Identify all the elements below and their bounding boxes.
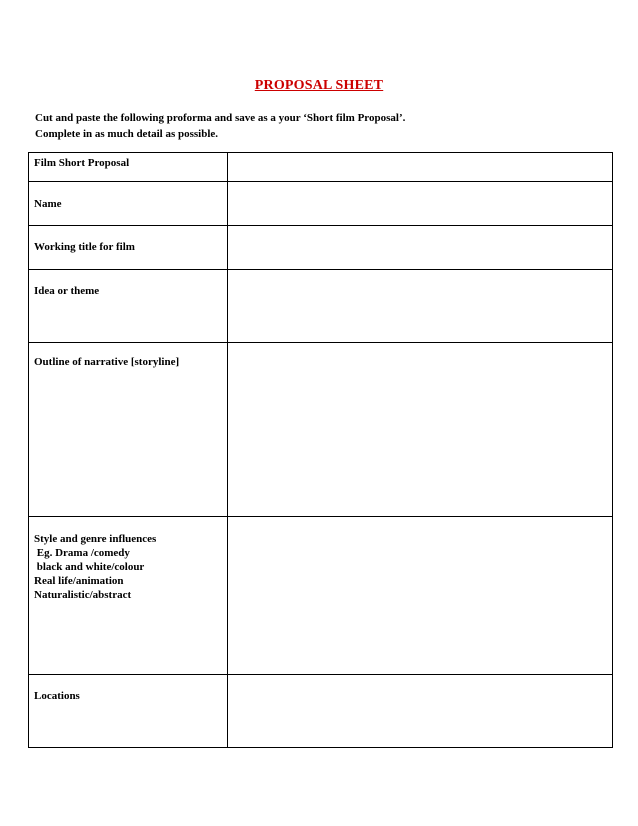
instructions xyxy=(35,110,405,142)
field-label xyxy=(29,182,228,226)
label-text: Real life/animation xyxy=(34,575,124,587)
field-label xyxy=(29,270,228,343)
form-row-film-short-proposal xyxy=(29,153,613,182)
label-text: Eg. Drama /comedy xyxy=(34,547,130,559)
field-label xyxy=(29,675,228,748)
proposal-form-table xyxy=(28,152,613,748)
form-row-style-genre xyxy=(29,517,613,675)
form-row-working-title xyxy=(29,226,613,270)
label-text: Locations xyxy=(34,690,80,702)
document-title: PROPOSAL SHEET xyxy=(254,78,384,93)
narrative-outline-field[interactable] xyxy=(228,343,613,517)
field-label xyxy=(29,153,228,182)
form-row-name xyxy=(29,182,613,226)
label-text: Name xyxy=(34,198,62,210)
label-text: Style and genre influences xyxy=(34,533,157,545)
name-field[interactable] xyxy=(228,182,613,226)
instruction-line: Complete in as much detail as possible. xyxy=(35,128,219,140)
label-text: Film Short Proposal xyxy=(34,157,130,169)
label-text: Working title for film xyxy=(34,241,135,253)
instruction-line: Cut and paste the following proforma and save as a your ‘Short film Proposal’. xyxy=(35,112,406,124)
label-text: Naturalistic/abstract xyxy=(34,589,132,601)
film-short-proposal-field[interactable] xyxy=(228,153,613,182)
field-label xyxy=(29,343,228,517)
form-row-narrative-outline xyxy=(29,343,613,517)
working-title-field[interactable] xyxy=(228,226,613,270)
label-text: Outline of narrative [storyline] xyxy=(34,356,180,368)
form-row-locations xyxy=(29,675,613,748)
field-label xyxy=(29,517,228,675)
label-text: black and white/colour xyxy=(34,561,145,573)
field-label xyxy=(29,226,228,270)
form-row-idea-theme xyxy=(29,270,613,343)
idea-theme-field[interactable] xyxy=(228,270,613,343)
locations-field[interactable] xyxy=(228,675,613,748)
label-text: Idea or theme xyxy=(34,285,100,297)
style-genre-field[interactable] xyxy=(228,517,613,675)
